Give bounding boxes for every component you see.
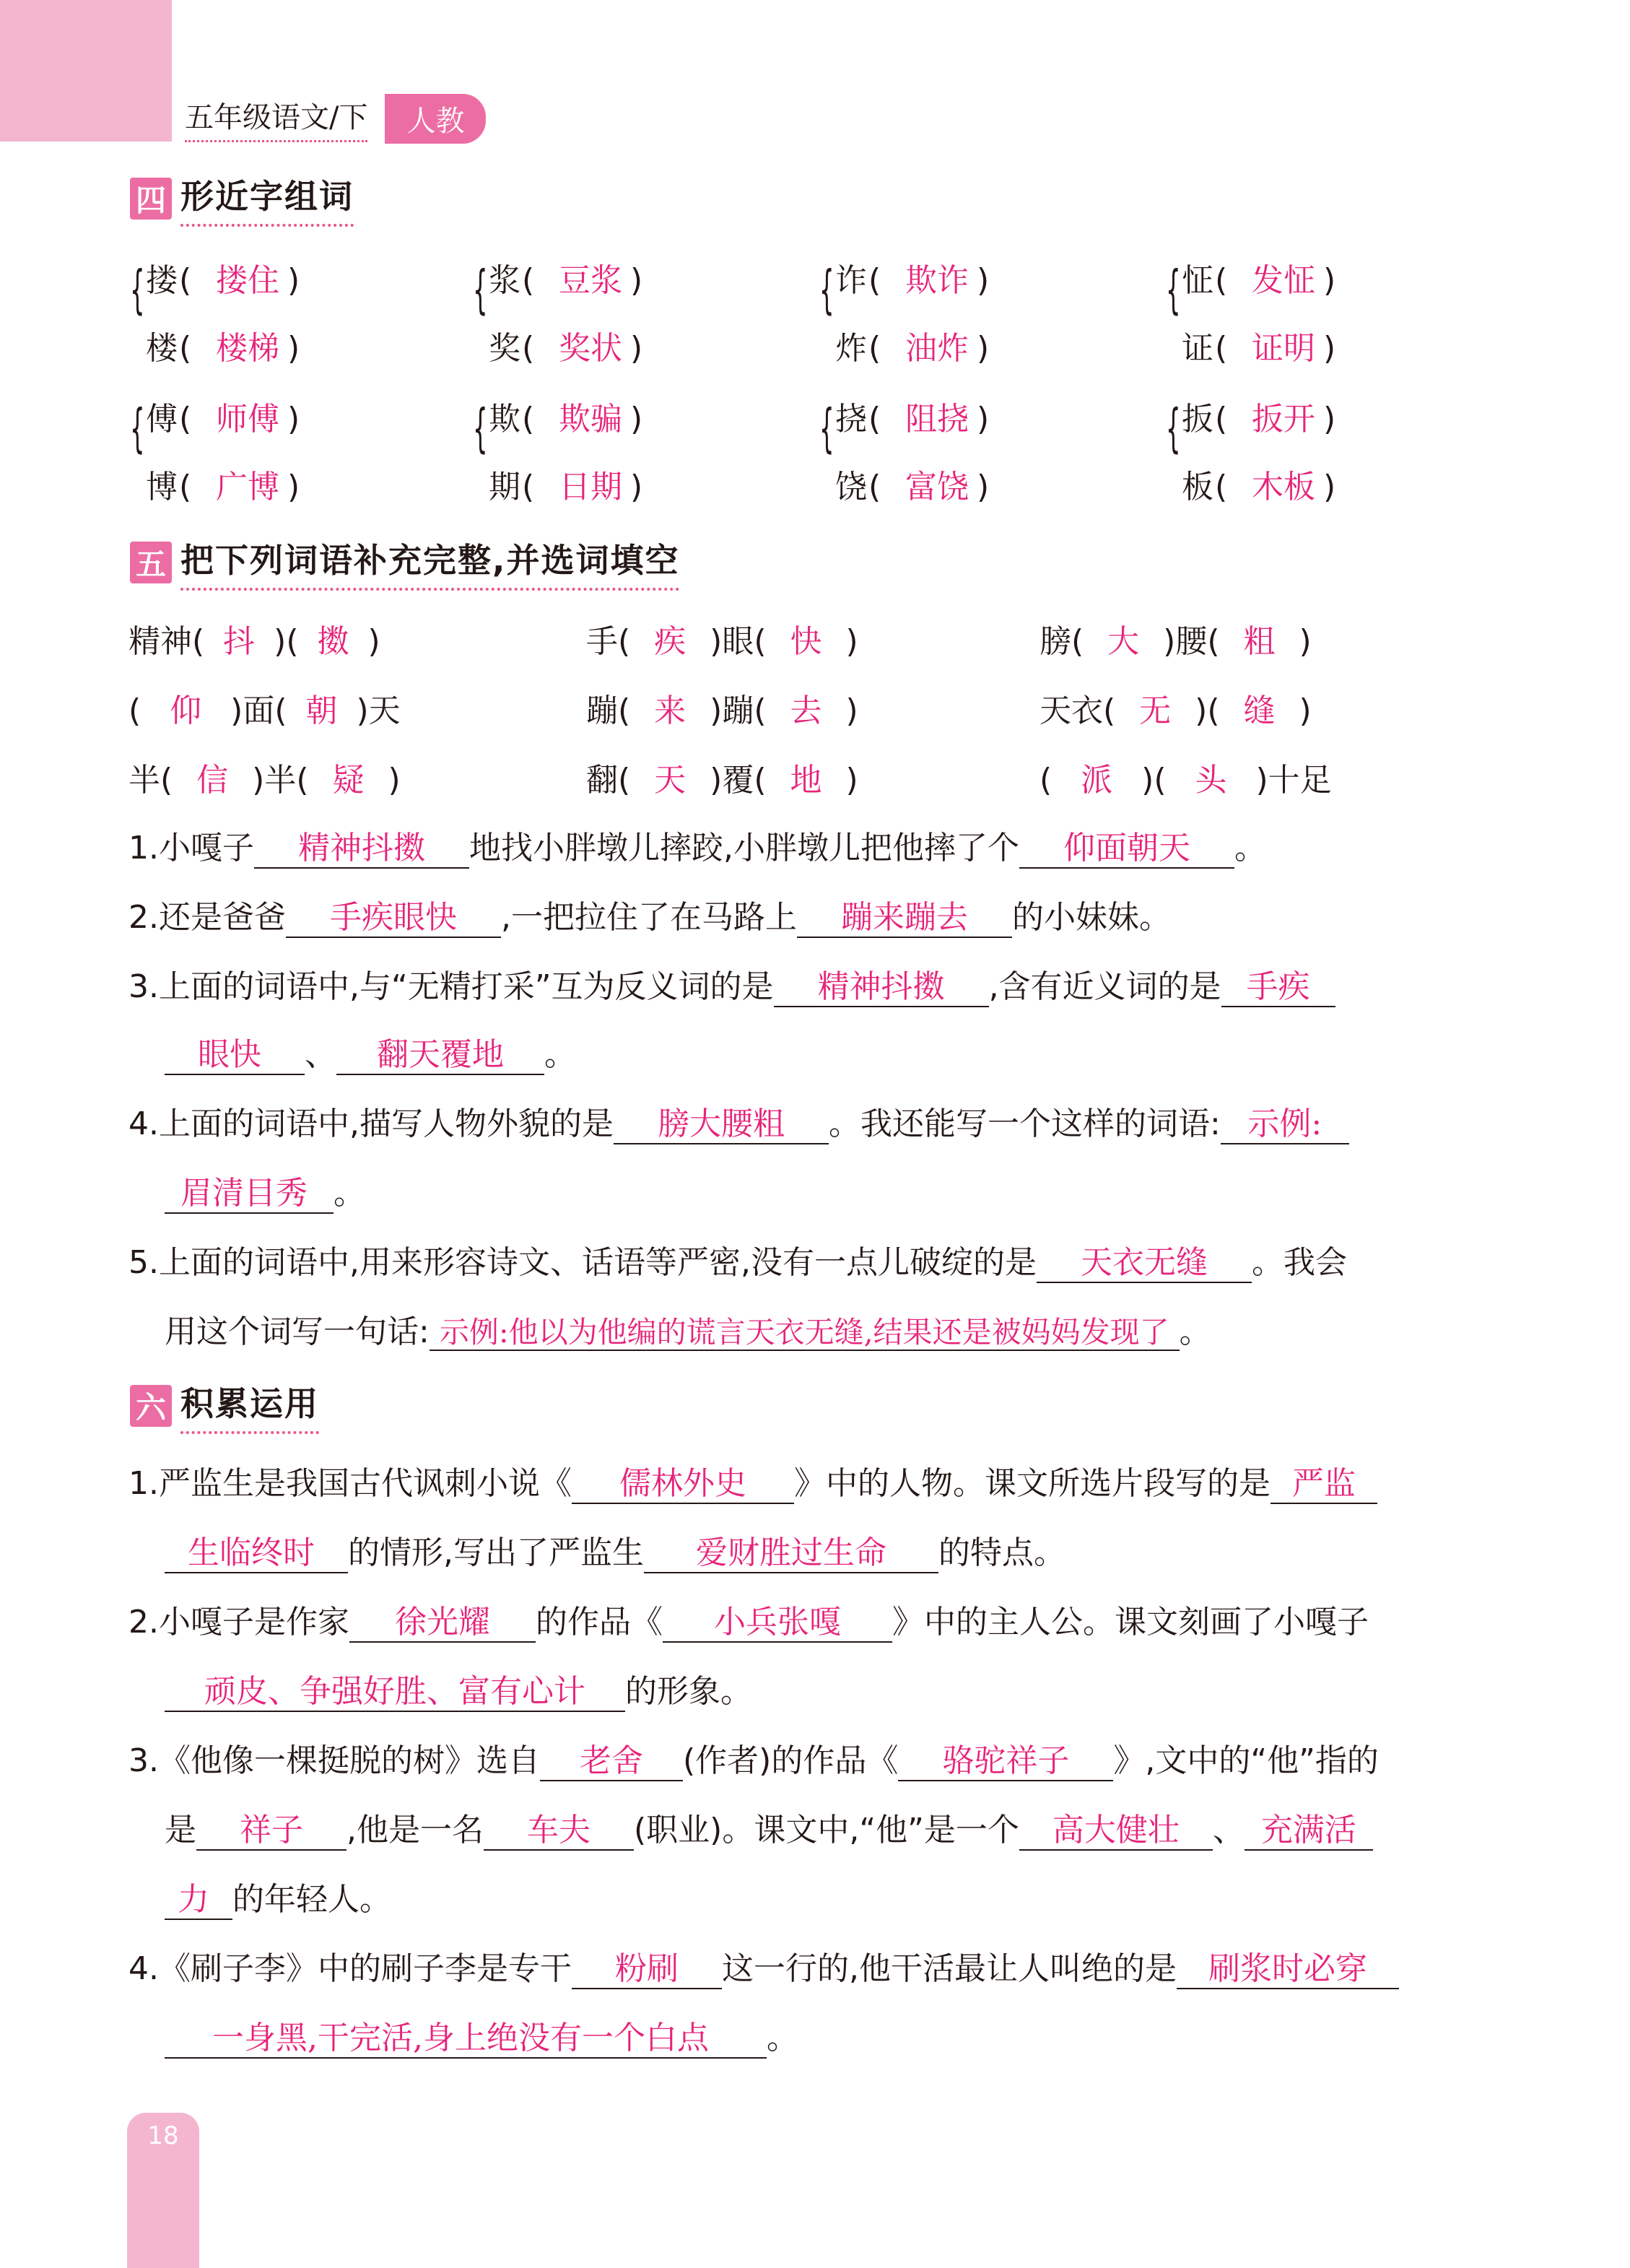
sec6-q4-cont: 一身黑,干完活,身上绝没有一个白点 。 [165,2012,798,2059]
section-4-heading [130,170,354,227]
word-pair [473,254,762,367]
pair-line: 浆( 豆浆 ) [489,262,643,299]
sec5-q2: 2.还是爸爸 手疾眼快 ,一把拉住了在马路上 蹦来蹦去 的小妹妹。 [128,891,1171,938]
pair-line: 奖( 奖状 ) [489,330,643,367]
grade-label: 五年级语文/下 [185,95,367,142]
pair-line: 楼( 楼梯 ) [146,330,300,367]
section-title: 形近字组词 [180,170,354,227]
section-6-heading [130,1378,319,1434]
section-5-heading [130,534,679,591]
sec5-q1: 1.小嘎子 精神抖擞 地找小胖墩儿摔跤,小胖墩儿把他摔了个 仰面朝天 。 [128,822,1266,869]
idiom-banxin: 半( 信 )半( 疑 ) [128,762,401,799]
sec6-q3-cont: 是 祥子 ,他是一名 车夫 (职业)。课文中,“他”是一个 高大健壮 、 充满活 [165,1804,1373,1851]
corner-tab [0,0,172,142]
sec6-q2-cont: 顽皮、争强好胜、富有心计 的形象。 [165,1665,752,1712]
pair-line: 傅( 师傅 ) [146,401,300,438]
sec5-q3-cont: 眼快 、 翻天覆地 。 [165,1028,576,1075]
idiom-shouji: 手( 疾 )眼( 快 ) [586,623,858,660]
word-pair [1166,393,1455,505]
word-pair [473,393,762,505]
idiom-fantian: 翻( 天 )覆( 地 ) [586,762,858,799]
idiom-pangda: 膀( 大 )腰( 粗 ) [1040,623,1312,660]
pair-line: 期( 日期 ) [489,469,643,505]
pair-line: 饶( 富饶 ) [835,469,990,505]
word-pair [130,393,419,505]
sec6-q3: 3.《他像一棵挺脱的树》选自 老舍 (作者)的作品《 骆驼祥子 》,文中的“他”指的 [128,1734,1379,1781]
section-title: 把下列词语补充完整,并选词填空 [180,534,679,591]
sec6-q1: 1.严监生是我国古代讽刺小说《 儒林外史 》中的人物。课文所选片段写的是 严监 [128,1457,1377,1504]
pair-line: 欺( 欺骗 ) [489,401,643,438]
brace: { [130,259,145,320]
brace: { [473,398,488,459]
pair-line: 炸( 油炸 ) [835,330,990,367]
section-number: 四 [130,178,172,220]
brace: { [819,259,834,320]
idiom-yangmian: ( 仰 )面( 朝 )天 [128,692,401,729]
sec6-q3-cont2: 力 的年轻人。 [165,1873,391,1920]
idiom-tianyi: 天衣( 无 )( 缝 ) [1040,692,1312,729]
pair-line: 博( 广博 ) [146,469,300,505]
pair-line: 诈( 欺诈 ) [835,262,990,299]
word-pair [130,254,419,367]
page-number-tab [127,2113,199,2268]
sec6-q2: 2.小嘎子是作家 徐光耀 的作品《 小兵张嘎 》中的主人公。课文刻画了小嘎子 [128,1596,1369,1643]
edition-badge: 人教 [385,94,486,144]
brace: { [473,259,488,320]
brace: { [1166,259,1181,320]
pair-line: 怔( 发怔 ) [1182,262,1336,299]
sec5-q3: 3.上面的词语中,与“无精打采”互为反义词的是 精神抖擞 ,含有近义词的是 手疾 [128,960,1335,1007]
idiom-paitou: ( 派 )( 头 )十足 [1040,762,1332,799]
pair-line: 板( 木板 ) [1182,469,1336,505]
brace: { [130,398,145,459]
pair-line: 证( 证明 ) [1182,330,1336,367]
word-pair [1166,254,1455,367]
word-pair [819,393,1108,505]
sec6-q1-cont: 生临终时 的情形,写出了严监生 爱财胜过生命 的特点。 [165,1526,1065,1573]
sec5-q4: 4.上面的词语中,描写人物外貌的是 膀大腰粗 。我还能写一个这样的词语: 示例: [128,1098,1349,1144]
brace: { [819,398,834,459]
sec6-q4: 4.《刷子李》中的刷子李是专干 粉刷 这一行的,他干活最让人叫绝的是 刷浆时必穿 [128,1942,1399,1989]
brace: { [1166,398,1181,459]
sec5-q5: 5.上面的词语中,用来形容诗文、话语等严密,没有一点儿破绽的是 天衣无缝 。我会 [128,1236,1347,1283]
page-number: 18 [147,2121,179,2150]
pair-line: 扳( 扳开 ) [1182,401,1336,438]
page-header [185,91,486,146]
idiom-jingshen: 精神( 抖 )( 擞 ) [128,623,380,660]
section-number: 六 [130,1385,172,1427]
idiom-benglai: 蹦( 来 )蹦( 去 ) [586,692,858,729]
sec5-q5-cont: 用这个词写一句话: 示例:他以为他编的谎言天衣无缝,结果还是被妈妈发现了 。 [165,1313,1211,1350]
word-pair [819,254,1108,367]
sec5-q4-cont: 眉清目秀 。 [165,1167,365,1214]
section-number: 五 [130,542,172,583]
pair-line: 搂( 搂住 ) [146,262,300,299]
section-title: 积累运用 [180,1378,319,1434]
pair-line: 挠( 阻挠 ) [835,401,990,438]
